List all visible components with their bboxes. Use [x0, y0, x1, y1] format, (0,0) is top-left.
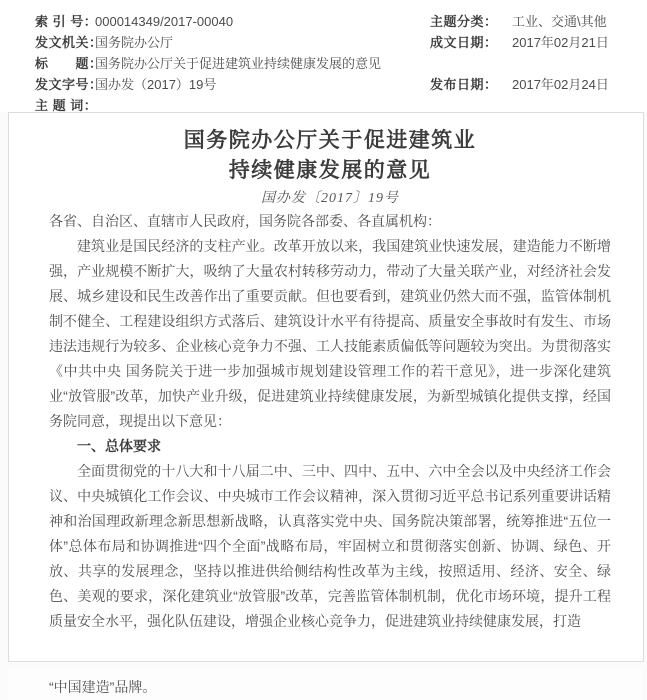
meta-label-title: 标 题：	[35, 56, 103, 71]
meta-spacer	[512, 53, 637, 74]
meta-label-issuing-agency: 发文机关：	[35, 35, 103, 50]
section-heading-overall-requirements: 一、总体要求	[77, 438, 161, 454]
meta-label-topic-category: 主题分类：	[430, 14, 498, 29]
meta-label-document-number: 发文字号：	[35, 77, 103, 92]
paragraph-intro: 建筑业是国民经济的支柱产业。改革开放以来，我国建筑业快速发展，建造能力不断增强，产业规模不断扩大，吸纳了大量农村转移劳动力，带动了大量关联产业，对经济社会发展、城乡建设和民生改善作出了重要贡献。但也要看到，建筑业仍然大而不强，监管体制机制不健全、工程建设组织方式落后、建筑设计水平有待提高、质量安全事故时有发生、市场违法违规行为较多、企业核心竞争力不强、工人技能素质偏低等问题较为突出。为贯彻落实《中共中央 国务院关于进一步加强城市规划建设管理工作的若干意见》，进一步深化建筑业“放管服”改革，加快产业升级，促进建筑业持续健康发展，为新型城镇化提供支撑，经国务院同意，现提出以下意见：	[49, 238, 611, 429]
document-title-line1: 国务院办公厅关于促进建筑业	[183, 129, 477, 152]
paragraph-section1-part2: “中国建造”品牌。	[49, 679, 157, 695]
paragraph-section1-part1: 全面贯彻党的十八大和十八届二中、三中、四中、五中、六中全会以及中央经济工作会议、中央城镇化工作会议、中央城市工作会议精神，深入贯彻习近平总书记系列重要讲话精神和治国理政新理念新思想新战略，认真落实党中央、国务院决策部署，统筹推进“五位一体”总体布局和协调推进“四个全面”战略布局，牢固树立和贯彻落实创新、协调、绿色、开放、共享的发展理念，坚持以推进供给侧结构性改革为主线，按照适用、经济、安全、绿色、美观的要求，深化建筑业“放管服”改革，完善监管体制机制，优化市场环境，提升工程质量安全水平，强化队伍建设，增强企业核心竞争力，促进建筑业持续健康发展，打造	[49, 463, 611, 629]
meta-value-keywords	[95, 95, 430, 116]
meta-label-publish-date: 发布日期：	[430, 77, 498, 92]
meta-value-document-number: 国办发（2017）19号	[95, 77, 217, 92]
meta-label-index-number: 索 引 号：	[35, 14, 98, 29]
document-number: 国办发〔2017〕19号	[261, 191, 399, 206]
meta-value-index-number: 000014349/2017-00040	[95, 14, 234, 29]
document-meta-header	[0, 0, 647, 112]
meta-grid	[35, 11, 637, 116]
document-continuation-block	[8, 668, 643, 700]
document-body-box	[8, 112, 644, 662]
meta-spacer	[430, 95, 512, 116]
meta-spacer	[430, 53, 512, 74]
meta-value-topic-category: 工业、交通\其他	[512, 14, 607, 29]
meta-value-written-date: 2017年02月21日	[512, 35, 609, 50]
meta-value-publish-date: 2017年02月24日	[512, 77, 609, 92]
document-title	[49, 126, 611, 186]
meta-value-title: 国务院办公厅关于促进建筑业持续健康发展的意见	[95, 56, 382, 71]
meta-label-keywords: 主 题 词：	[35, 98, 98, 113]
salutation-line: 各省、自治区、直辖市人民政府，国务院各部委、各直属机构：	[49, 213, 441, 229]
meta-label-written-date: 成文日期：	[430, 35, 498, 50]
meta-value-issuing-agency: 国务院办公厅	[95, 35, 174, 50]
meta-spacer	[512, 95, 637, 116]
document-title-line2: 持续健康发展的意见	[228, 159, 432, 182]
